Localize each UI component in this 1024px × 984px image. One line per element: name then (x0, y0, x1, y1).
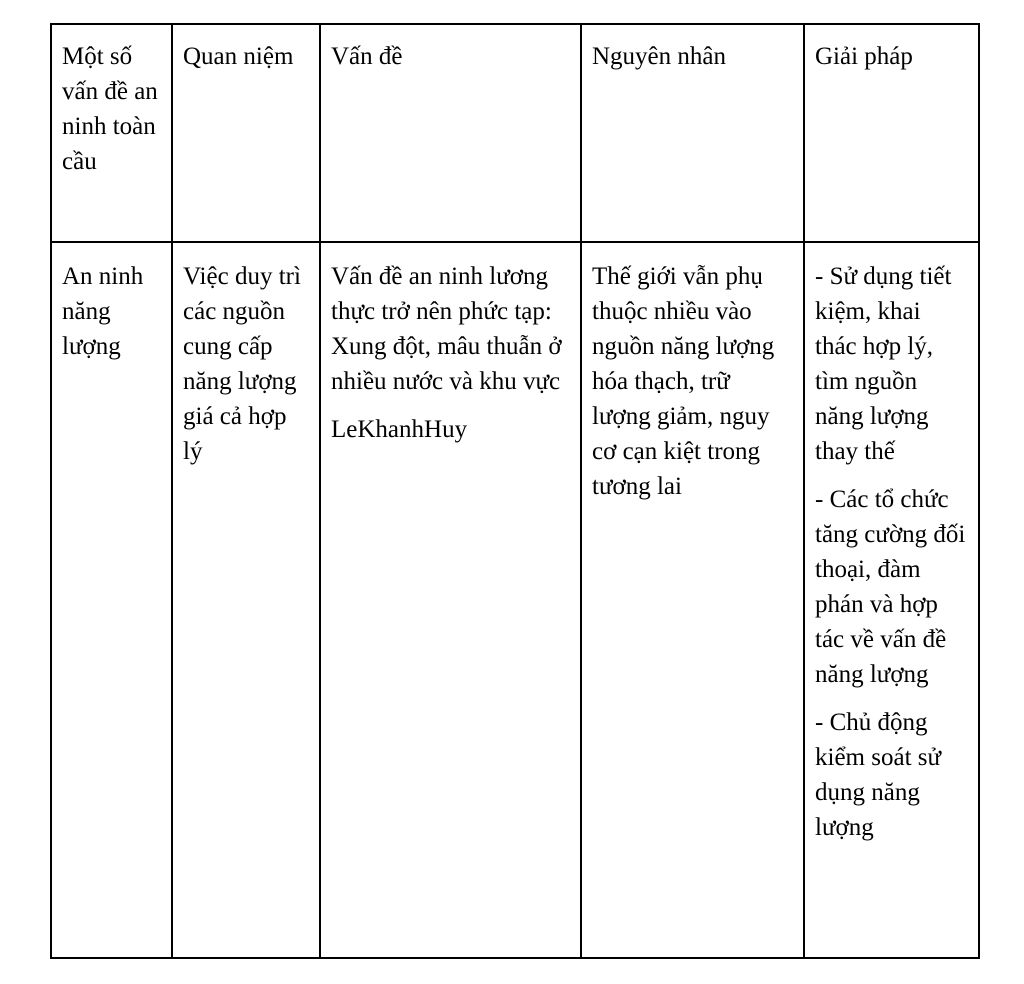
header-cell-concept: Quan niệm (172, 24, 320, 242)
author-text: LeKhanhHuy (331, 416, 468, 443)
table-header-row (51, 24, 979, 242)
cell-solutions (804, 242, 979, 958)
security-issues-table (50, 23, 980, 959)
cell-concept: Việc duy trì các nguồn cung cấp năng lượng giá cả hợp lý (172, 242, 320, 958)
cell-topic: An ninh năng lượng (51, 242, 172, 958)
issue-text: Vấn đề an ninh lương thực trở nên phức tạp: Xung đột, mâu thuẫn ở nhiều nước và khu vực (331, 263, 562, 395)
header-cell-solution: Giải pháp (804, 24, 979, 242)
table-row (51, 242, 979, 958)
cell-cause: Thế giới vẫn phụ thuộc nhiều vào nguồn năng lượng hóa thạch, trữ lượng giảm, nguy cơ cạn kiệt trong tương lai (581, 242, 804, 958)
solution-item: - Các tổ chức tăng cường đối thoại, đàm phán và hợp tác về vấn đề năng lượng (815, 486, 966, 688)
cell-issue (320, 242, 581, 958)
header-cell-issues: Một số vấn đề an ninh toàn cầu (51, 24, 172, 242)
header-cell-cause: Nguyên nhân (581, 24, 804, 242)
solution-item: - Chủ động kiểm soát sử dụng năng lượng (815, 709, 942, 841)
solution-item: - Sử dụng tiết kiệm, khai thác hợp lý, tìm nguồn năng lượng thay thế (815, 263, 952, 465)
header-cell-problem: Vấn đề (320, 24, 581, 242)
